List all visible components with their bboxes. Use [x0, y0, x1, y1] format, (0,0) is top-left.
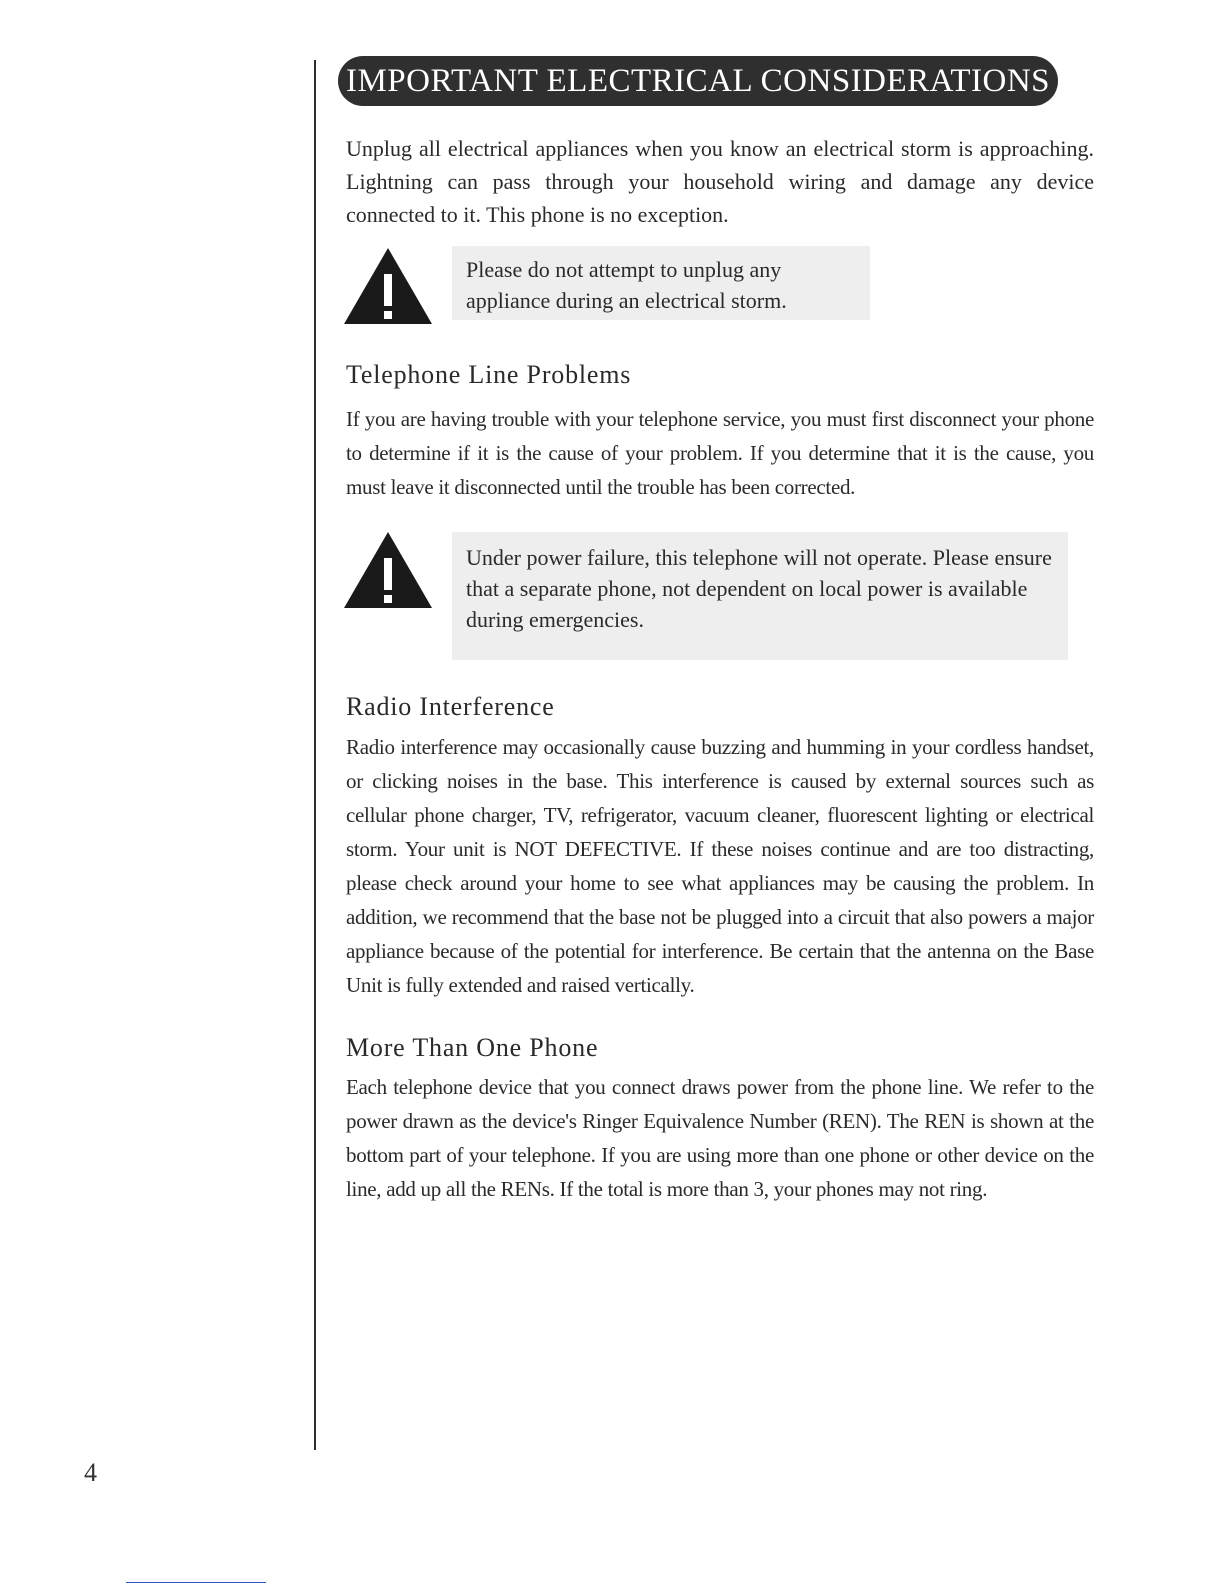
scan-artifact-line: [126, 1582, 266, 1583]
heading-more-than-one-phone: More Than One Phone: [346, 1033, 599, 1062]
section-banner: IMPORTANT ELECTRICAL CONSIDERATIONS: [338, 56, 1058, 106]
warning-triangle-icon: [342, 530, 434, 610]
warning-callout-storm: Please do not attempt to unplug any appliance during an electrical storm.: [452, 246, 870, 320]
heading-telephone-line-problems: Telephone Line Problems: [346, 360, 632, 389]
warning-callout-power-failure: Under power failure, this telephone will not operate. Please ensure that a separate phone, not dependent on local power is available during emergencies.: [452, 532, 1068, 660]
heading-radio-interference: Radio Interference: [346, 692, 555, 721]
margin-rule: [314, 60, 316, 1450]
warning-triangle-icon: [342, 246, 434, 326]
paragraph-telephone-line-problems: If you are having trouble with your telephone service, you must first disconnect your phone to determine if it is the cause of your problem. If you determine that it is the cause, you must leave it disconnected until the trouble has been corrected.: [346, 407, 1094, 499]
page-number: 4: [84, 1458, 97, 1487]
paragraph-more-than-one-phone: Each telephone device that you connect draws power from the phone line. We refer to the power drawn as the device's Ringer Equivalence Number (REN). The REN is shown at the bottom part of your telephone. If you are using more than one phone or other device on the line, add up all the RENs. If the total is more than 3, your phones may not ring.: [346, 1075, 1094, 1201]
paragraph-radio-interference: Radio interference may occasionally cause buzzing and humming in your cordless handset, or clicking noises in the base. This interference is caused by external sources such as cellular phone charger, TV, refrigerator, vacuum cleaner, fluorescent lighting or electrical storm. Your unit is NOT DEFECTIVE. If these noises continue and are too distracting, please check around your home to see what appliances may be causing the problem. In addition, we recommend that the base not be plugged into a circuit that also powers a major appliance because of the potential for interference. Be certain that the antenna on the Base Unit is fully extended and raised vertically.: [346, 735, 1094, 997]
intro-paragraph: Unplug all electrical appliances when you know an electrical storm is approaching. Lightning can pass through your household wiring and damage any device connected to it. This phone is no exception.: [346, 136, 1094, 227]
